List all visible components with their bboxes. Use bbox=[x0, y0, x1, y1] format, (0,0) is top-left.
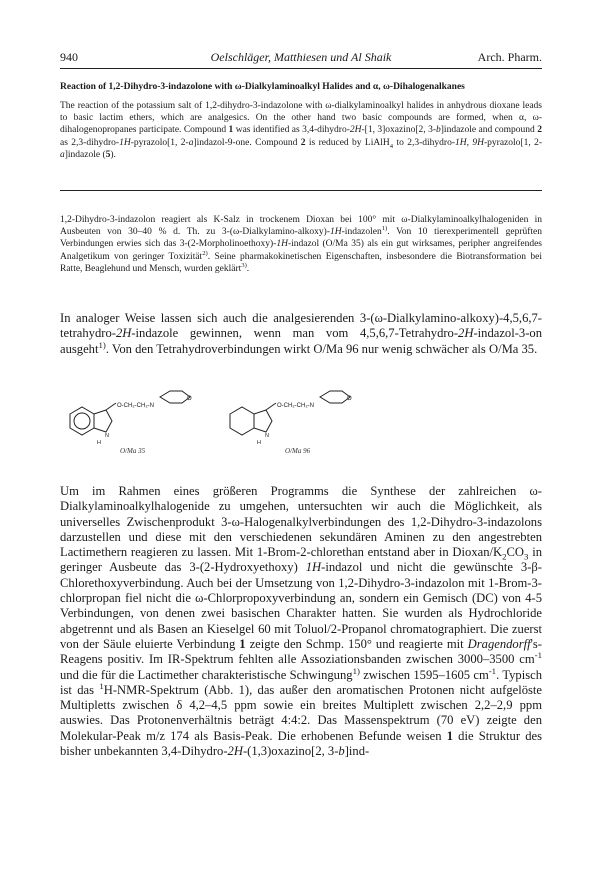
nh-n-2: N bbox=[265, 433, 269, 439]
pyrazole-ring bbox=[94, 410, 112, 432]
page-number: 940 bbox=[60, 50, 78, 64]
structure-label-2: O/Ma 96 bbox=[285, 447, 311, 455]
morpholine-ring-2 bbox=[320, 391, 350, 403]
chain-text-2: O-CH₂-CH₂-N bbox=[277, 403, 314, 409]
cyclohexane-ring bbox=[230, 407, 254, 435]
abstract-text: The reaction of the potassium salt of 1,2-dihydro-3-indazolone with ω-dialkylaminoalkyl halides in anhydrous dioxane leads to basic lactim ethers, which are analgesics. On the other hand two basic compounds are formed, when α, ω-dihalogenopropanes participate. Compound 1 was identified as 3,4-dihydro-2H-[1, 3]oxazino[2, 3-b]indazole and compound 2 as 2,3-dihydro-1H-pyrazolo[1, 2-a]indazol-9-one. Compound 2 is reduced by LiAlH$_4$ to 2,3-dihydro-1H, 9H-pyrazolo[1, 2-a]indazole (5). bbox=[60, 101, 542, 160]
structure-ома35 bbox=[70, 391, 190, 435]
abstract-rule bbox=[60, 190, 542, 191]
ring-o-2: O bbox=[347, 396, 352, 402]
aromatic-circle bbox=[74, 413, 90, 429]
running-header bbox=[60, 50, 542, 64]
structure-oma96 bbox=[230, 391, 350, 435]
body-paragraph-1: In analoger Weise lassen sich auch die analgesierenden 3-(ω-Dialkylamino-alkoxy)-4,5,6,7-tetrahydro-2H-indazole gewinnen, wenn man vom 4,5,6,7-Tetrahydro-2H-indazol-3-on ausgeht$^{1)}$. Von den Tetrahydroverbindungen wirkt O/Ma 96 nur wenig schwächer als O/Ma 35. bbox=[60, 311, 542, 356]
header-rule bbox=[60, 68, 542, 69]
ring-o-1: O bbox=[187, 396, 192, 402]
structure-label-1: O/Ma 35 bbox=[120, 447, 146, 455]
nh-n-1: N bbox=[105, 433, 109, 439]
abstract-title: Reaction of 1,2-Dihydro-3-indazolone with ω-Dialkylaminoalkyl Halides and α, ω-Dihalogenalkanes bbox=[60, 82, 465, 92]
nh-h-1: H bbox=[97, 440, 101, 446]
intro-paragraph: 1,2-Dihydro-3-indazolon reagiert als K-Salz in trockenem Dioxan bei 100° mit ω-Dialkylaminoalkylhalogeniden in Ausbeuten von 30–40 % d. Th. zu 3-(ω-Dialkylamino-alkoxy)-1H-indazolen$^{1)}$. Von 10 tierexperimentell geprüften Verbindungen erwies sich das 3-(2-Morpholinoethoxy)-1H-indazol (O/Ma 35) als ein gut wirksames, peripher angreifendes Analgetikum von geringer Toxizität$^{2)}$. Seine pharmakokinetischen Eigenschaften, insbesondere die Biotransformation bei Ratte, Beaglehund und Mensch, wurden geklärt$^{3)}$. bbox=[60, 215, 542, 274]
journal-name: Arch. Pharm. bbox=[477, 50, 542, 64]
chain-text-1: O-CH₂-CH₂-N bbox=[117, 403, 154, 409]
pyrazole-ring-2 bbox=[254, 410, 272, 432]
morpholine-ring bbox=[160, 391, 190, 403]
running-authors: Oelschläger, Matthiesen und Al Shaik bbox=[210, 50, 392, 64]
nh-h-2: H bbox=[257, 440, 261, 446]
body-paragraph-2: Um im Rahmen eines größeren Programms die Synthese der zahlreichen ω-Dialkylaminoalkylhalogenide zu umgehen, untersuchten wir auch die Möglichkeit, als universelles Zwischenprodukt 3-ω-Halogenalkylverbindungen des 1,2-Dihydro-3-indazolons darzustellen und diese mit den verschiedenen sekundären Aminen zu den angestrebten Lactimethern reagieren zu lassen. Mit 1-Brom-2-chlorethan entstand aber in Dioxan/$K_2CO_3$ in geringer Ausbeute das 3-(2-Hydroxyethoxy) 1H-indazol und nicht die gewünschte 3-β-Chlorethoxyverbindung. Auch bei der Umsetzung von 1,2-Dihydro-3-indazolon mit 1-Brom-3-chlorpropan fiel nicht die ω-Chlorpropoxyverbindung an, sondern ein Gemisch (DC) von 4-5 Verbindungen, von denen zwei basischen Charakter hatten. Sie wurden als Hydrochloride abgetrennt und als Basen an Kieselgel 60 mit Toluol/2-Propanol chromatographiert. Die zuerst von der Säule eluierte Verbindung 1 zeigte den Schmp. 150° und reagierte mit Dragendorff's-Reagens positiv. Im IR-Spektrum fehlten alle Assoziationsbanden zwischen 3000–3500 $cm^{-1}$ und die für die Lactimether charakteristische Schwingung$^{1)}$ zwischen 1595–1605 $cm^{-1}$. Typisch ist das $^1$H-NMR-Spektrum (Abb. 1), das außer den aromatischen Protonen nicht aufgelöste Multipletts zwischen δ 4,2–4,5 ppm sowie ein breites Multiplett zwischen 2,2–2,9 ppm auswies. Das Protonenverhältnis beträgt 4:4:2. Das Massenspektrum (70 eV) zeigte den Molekular-Peak m/z 174 als Basis-Peak. Die erhobenen Befunde weisen 1 die Struktur des bisher unbekannten 3,4-Dihydro-2H-(1,3)oxazino[2, 3-b]ind- bbox=[60, 484, 543, 759]
